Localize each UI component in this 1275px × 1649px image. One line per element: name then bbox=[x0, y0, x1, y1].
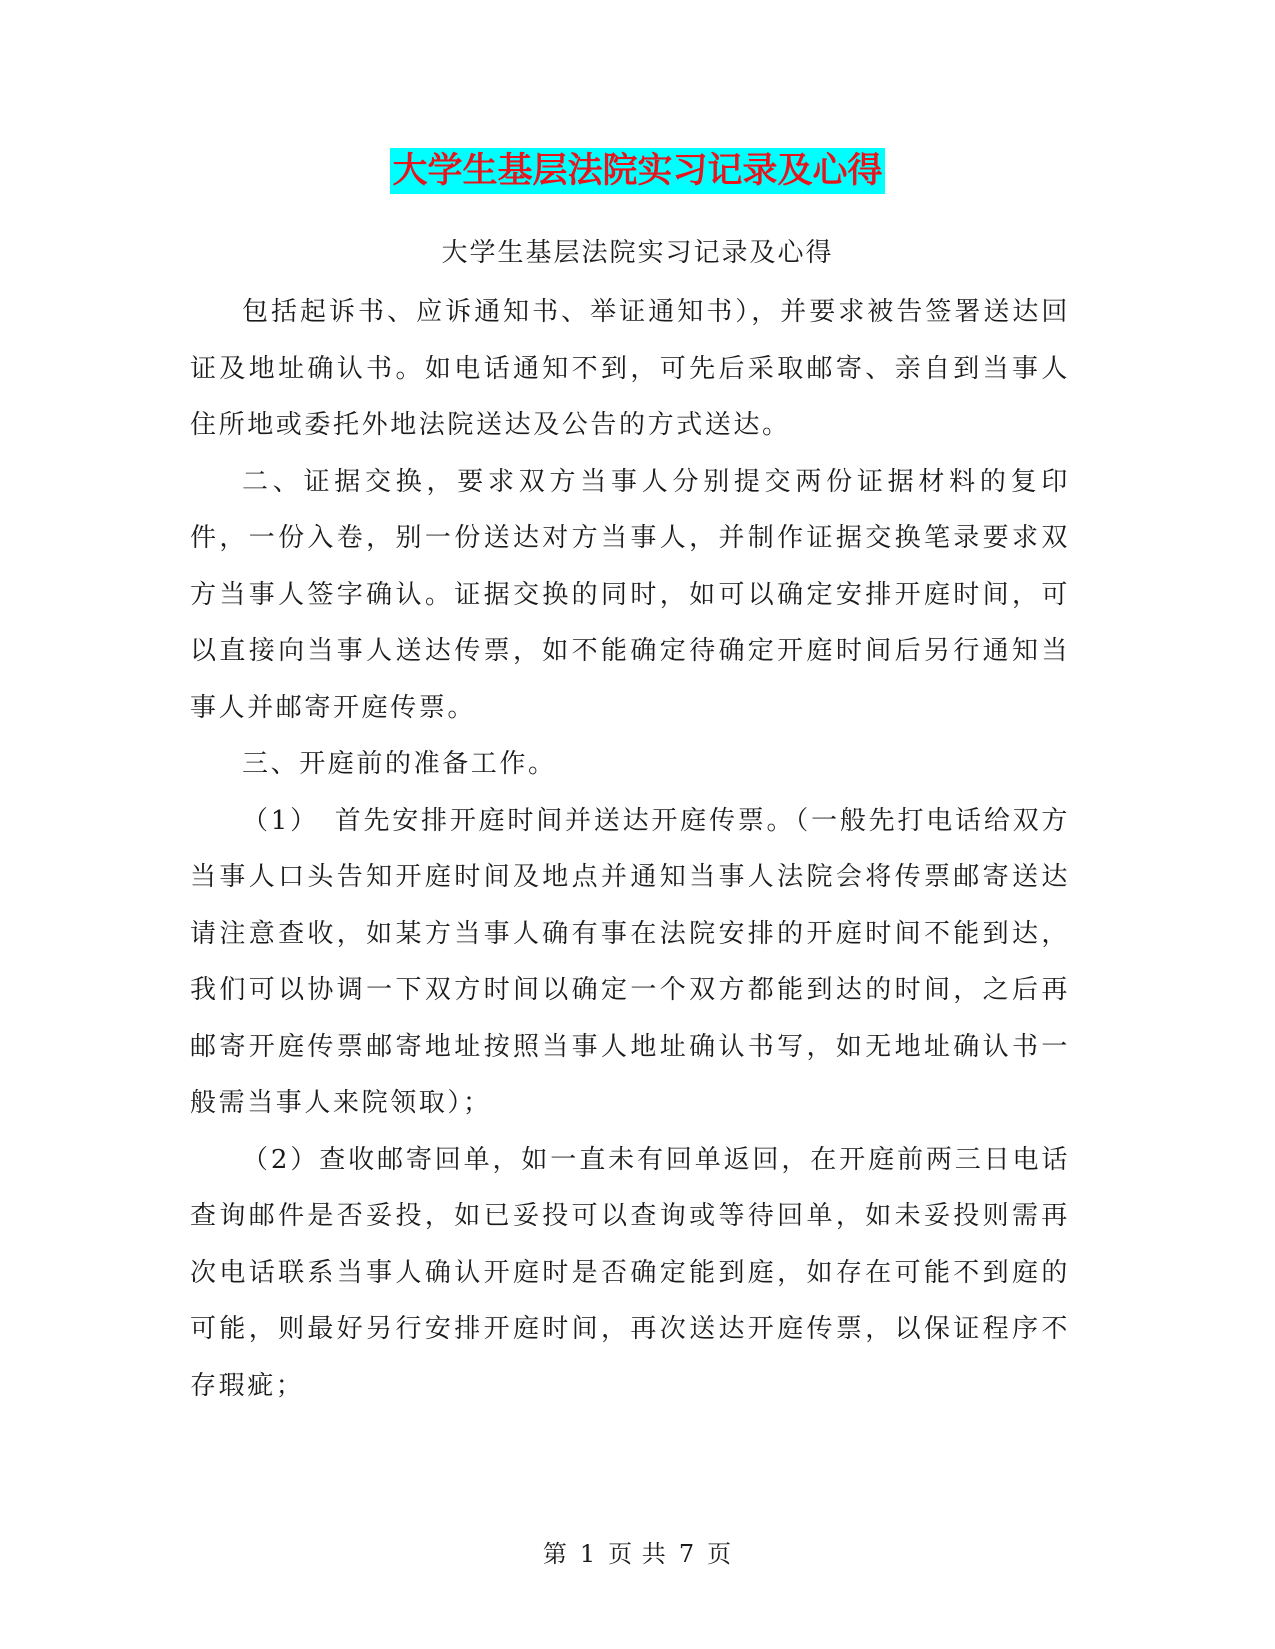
document-body bbox=[190, 284, 1070, 1414]
title-container bbox=[0, 148, 1275, 194]
footer-prefix: 第 bbox=[542, 1540, 568, 1568]
footer-middle: 页 共 bbox=[608, 1540, 667, 1568]
footer-suffix: 页 bbox=[707, 1540, 733, 1568]
document-subtitle: 大学生基层法院实习记录及心得 bbox=[441, 238, 834, 268]
paragraph-delivery: 包括起诉书、应诉通知书、举证通知书），并要求被告签署送达回证及地址确认书。如电话通知不到，可先后采取邮寄、亲自到当事人住所地或委托外地法院送达及公告的方式送达。 bbox=[190, 297, 1070, 440]
paragraph-pretrial-heading: 三、开庭前的准备工作。 bbox=[242, 749, 557, 779]
document-title: 大学生基层法院实习记录及心得 bbox=[390, 148, 884, 194]
paragraph-item-1: （1） 首先安排开庭时间并送达开庭传票。（一般先打电话给双方当事人口头告知开庭时间及地点并通知当事人法院会将传票邮寄送达请注意查收，如某方当事人确有事在法院安排的开庭时间不能到达，我们可以协调一下双方时间以确定一个双方都能到达的时间，之后再邮寄开庭传票邮寄地址按照当事人地址确认书写，如无地址确认书一般需当事人来院领取）； bbox=[190, 805, 1070, 1118]
page-footer bbox=[0, 1538, 1275, 1570]
paragraph-evidence-exchange: 二、证据交换，要求双方当事人分别提交两份证据材料的复印件，一份入卷，别一份送达对方当事人，并制作证据交换笔录要求双方当事人签字确认。证据交换的同时，如可以确定安排开庭时间，可以直接向当事人送达传票，如不能确定待确定开庭时间后另行通知当事人并邮寄开庭传票。 bbox=[190, 466, 1070, 723]
footer-page-number: 1 bbox=[579, 1540, 597, 1568]
footer-total-pages: 7 bbox=[678, 1540, 696, 1568]
paragraph-item-2: （2）查收邮寄回单，如一直未有回单返回，在开庭前两三日电话查询邮件是否妥投，如已妥投可以查询或等待回单，如未妥投则需再次电话联系当事人确认开庭时是否确定能到庭，如存在可能不到庭的可能，则最好另行安排开庭时间，再次送达开庭传票，以保证程序不存瑕疵； bbox=[190, 1144, 1070, 1401]
